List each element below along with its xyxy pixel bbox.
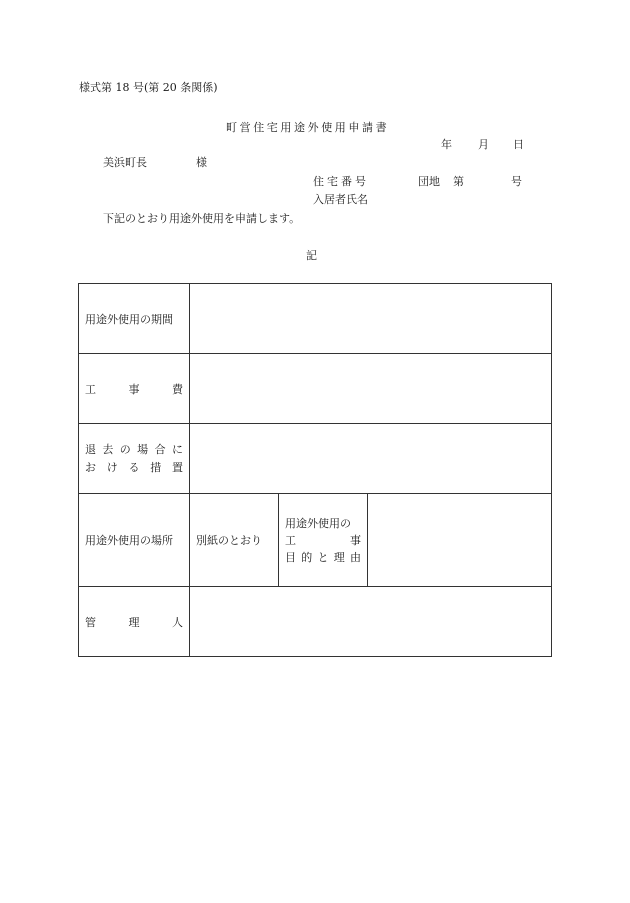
date-day-label: 日 [513,138,524,151]
removal-label-char: 退 [85,442,96,456]
manager-label-char: 理 [128,615,140,629]
place-label-cell [79,494,190,587]
place-value-cell[interactable] [190,494,279,587]
house-number-label: 住宅番号 [313,175,369,188]
addressee-suffix: 様 [196,156,207,169]
removal-label-char: け [106,460,118,474]
purpose-label-char: 由 [350,550,361,564]
removal-label-char: 合 [154,442,166,456]
removal-label-char: 場 [137,442,149,456]
manager-value-cell[interactable] [190,587,552,657]
danchi-label: 団地 [418,175,440,188]
removal-row [79,424,552,494]
date-month-label: 月 [478,138,489,151]
purpose-label-char: と [317,550,329,564]
purpose-label-char: 的 [301,550,313,564]
purpose-label-line1: 用途外使用の [285,516,351,530]
purpose-label-cell [279,494,368,587]
removal-label-char: る [128,460,140,474]
date-year-label: 年 [441,138,452,151]
manager-label-char: 人 [172,615,183,629]
request-statement: 下記のとおり用途外使用を申請します。 [103,212,301,225]
purpose-label-char: 事 [350,533,361,547]
period-row [79,284,552,354]
removal-label-char: に [171,442,183,456]
document-title: 町営住宅用途外使用申請書 [226,121,390,134]
place-label: 用途外使用の場所 [85,534,173,547]
manager-label [85,614,183,630]
purpose-label-char: 工 [285,533,296,547]
removal-label-char: 置 [172,460,183,474]
cost-label-char: 工 [85,382,96,396]
cost-label-char: 費 [172,382,183,396]
cost-row [79,354,552,424]
purpose-label-line2 [285,532,361,549]
gou-label: 号 [511,175,522,188]
place-row [79,494,552,587]
place-value: 別紙のとおり [196,534,262,547]
purpose-label-line3 [285,549,361,566]
removal-label-char: の [119,442,131,456]
resident-name-label: 入居者氏名 [313,193,368,206]
application-form-table [78,283,552,657]
removal-label-cell [79,424,190,494]
removal-label-char: 去 [102,442,114,456]
manager-label-char: 管 [85,615,96,629]
period-value-cell[interactable] [190,284,552,354]
removal-label-char: 措 [150,460,162,474]
manager-row [79,587,552,657]
purpose-value-cell[interactable] [368,494,552,587]
removal-label-line1 [85,441,183,459]
dai-label: 第 [453,175,464,188]
manager-label-cell [79,587,190,657]
form-number-label: 様式第 18 号(第 20 条関係) [79,81,218,94]
removal-label-char: お [85,460,96,474]
ki-heading: 記 [306,249,317,262]
purpose-label-char: 理 [333,550,345,564]
cost-label-char: 事 [128,382,140,396]
cost-label [85,381,183,397]
cost-label-cell [79,354,190,424]
period-label-cell [79,284,190,354]
period-label: 用途外使用の期間 [85,312,173,326]
removal-value-cell[interactable] [190,424,552,494]
purpose-label-char: 目 [285,550,296,564]
addressee-name: 美浜町長 [103,156,147,169]
cost-value-cell[interactable] [190,354,552,424]
removal-label-line2 [85,459,183,477]
